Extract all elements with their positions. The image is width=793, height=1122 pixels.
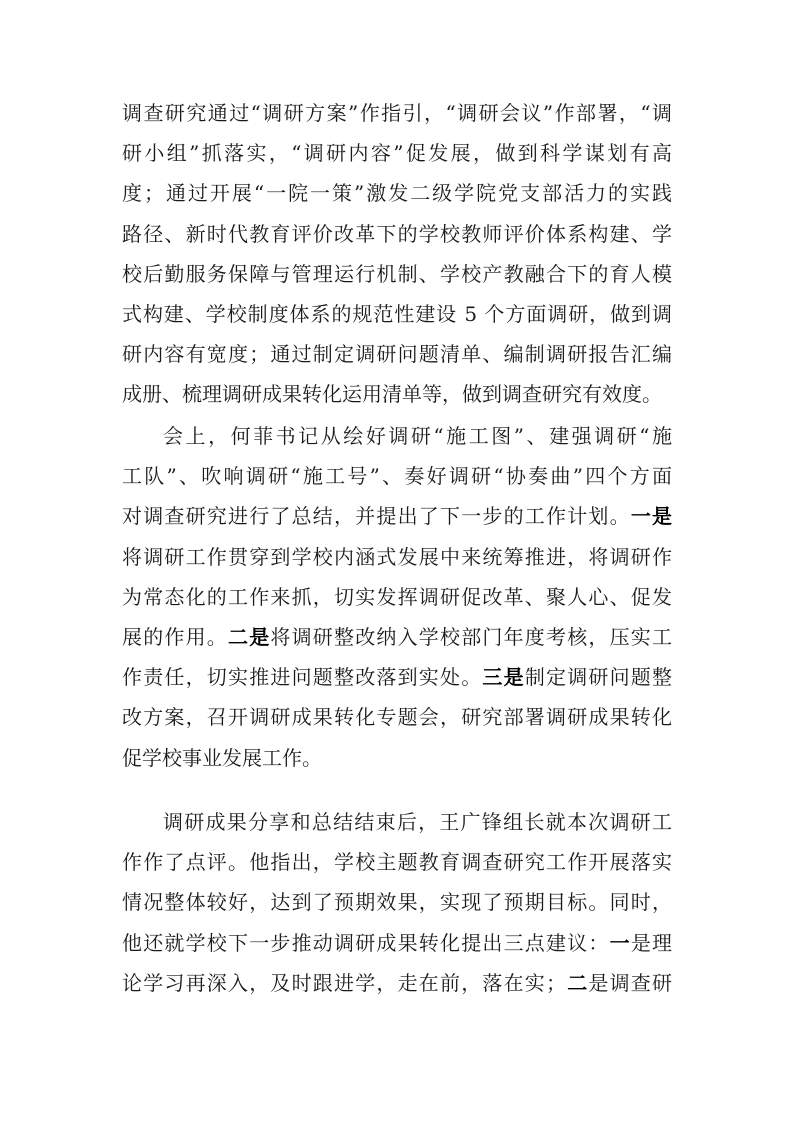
text-line bbox=[122, 580, 672, 614]
text-line bbox=[122, 176, 672, 210]
text-line bbox=[122, 741, 672, 775]
text-segment: 调研成果分享和总结结束后，王广锋组长就本次调研工 bbox=[163, 810, 672, 834]
text-segment: 作责任，切实推进问题整改落到实处。 bbox=[122, 665, 483, 690]
text-segment: 改方案，召开调研成果转化专题会，研究部署调研成果转化 bbox=[122, 705, 672, 730]
text-line bbox=[122, 966, 672, 1000]
text-line bbox=[163, 805, 672, 839]
bold-keyword: 二 bbox=[566, 970, 589, 995]
text-line bbox=[122, 96, 672, 130]
text-segment: 式构建、学校制度体系的规范性建设 5 个方面调研，做到调 bbox=[122, 302, 672, 326]
text-segment: 促学校事业发展工作。 bbox=[122, 745, 322, 770]
bold-keyword: 一是 bbox=[630, 504, 672, 529]
text-segment: 工队”、吹响调研“施工号”、奏好调研“协奏曲”四个方面 bbox=[122, 464, 672, 489]
text-line bbox=[122, 297, 672, 331]
text-segment: 他还就学校下一步推动调研成果转化提出三点建议： bbox=[122, 930, 610, 955]
text-segment: 成册、梳理调研成果转化运用清单等，做到调查研究有效度。 bbox=[122, 382, 662, 407]
text-line bbox=[122, 540, 672, 574]
text-line bbox=[163, 419, 672, 453]
text-segment: 路径、新时代教育评价改革下的学校教师评价体系构建、学 bbox=[122, 221, 672, 246]
text-line bbox=[122, 136, 672, 170]
text-line bbox=[122, 257, 672, 291]
text-segment: 会上，何菲书记从绘好调研“施工图”、建强调研“施 bbox=[163, 424, 672, 448]
text-segment: 情况整体较好，达到了预期效果，实现了预期目标。同时， bbox=[122, 890, 672, 915]
text-segment: 研小组”抓落实，“调研内容”促发展，做到科学谋划有高 bbox=[122, 141, 672, 166]
text-line bbox=[122, 337, 672, 371]
text-line bbox=[122, 620, 672, 654]
text-segment: 作作了点评。他指出，学校主题教育调查研究工作开展落实 bbox=[122, 850, 672, 875]
text-segment: 是理 bbox=[630, 930, 672, 955]
text-line bbox=[122, 499, 672, 533]
text-segment: 对调查研究进行了总结，并提出了下一步的工作计划。 bbox=[122, 504, 631, 529]
text-segment: 校后勤服务保障与管理运行机制、学校产教融合下的育人模 bbox=[122, 261, 672, 286]
text-line bbox=[122, 845, 672, 879]
text-segment: 为常态化的工作来抓，切实发挥调研促改革、聚人心、促发 bbox=[122, 584, 672, 609]
text-line bbox=[122, 459, 672, 493]
text-line bbox=[122, 885, 672, 919]
text-line bbox=[122, 217, 672, 251]
text-segment: 是调查研 bbox=[588, 970, 672, 995]
text-line bbox=[122, 700, 672, 734]
text-segment: 度；通过开展“一院一策”激发二级学院党支部活力的实践 bbox=[122, 181, 672, 206]
text-segment: 将调研整改纳入学校部门年度考核，压实工 bbox=[270, 625, 672, 649]
text-segment: 展的作用。 bbox=[122, 625, 228, 649]
text-segment: 将调研工作贯穿到学校内涵式发展中来统筹推进，将调研作 bbox=[122, 544, 672, 569]
bold-keyword: 二是 bbox=[228, 625, 271, 649]
text-segment: 论学习再深入，及时跟进学，走在前，落在实； bbox=[122, 970, 566, 995]
bold-keyword: 三是 bbox=[482, 665, 525, 690]
bold-keyword: 一 bbox=[609, 930, 631, 955]
text-segment: 研内容有宽度；通过制定调研问题清单、编制调研报告汇编 bbox=[122, 342, 672, 367]
text-line bbox=[122, 926, 672, 960]
text-segment: 调查研究通过“调研方案”作指引，“调研会议”作部署，“调 bbox=[122, 101, 672, 125]
text-segment: 制定调研问题整 bbox=[524, 665, 672, 690]
text-line bbox=[122, 660, 672, 694]
text-line bbox=[122, 377, 672, 411]
